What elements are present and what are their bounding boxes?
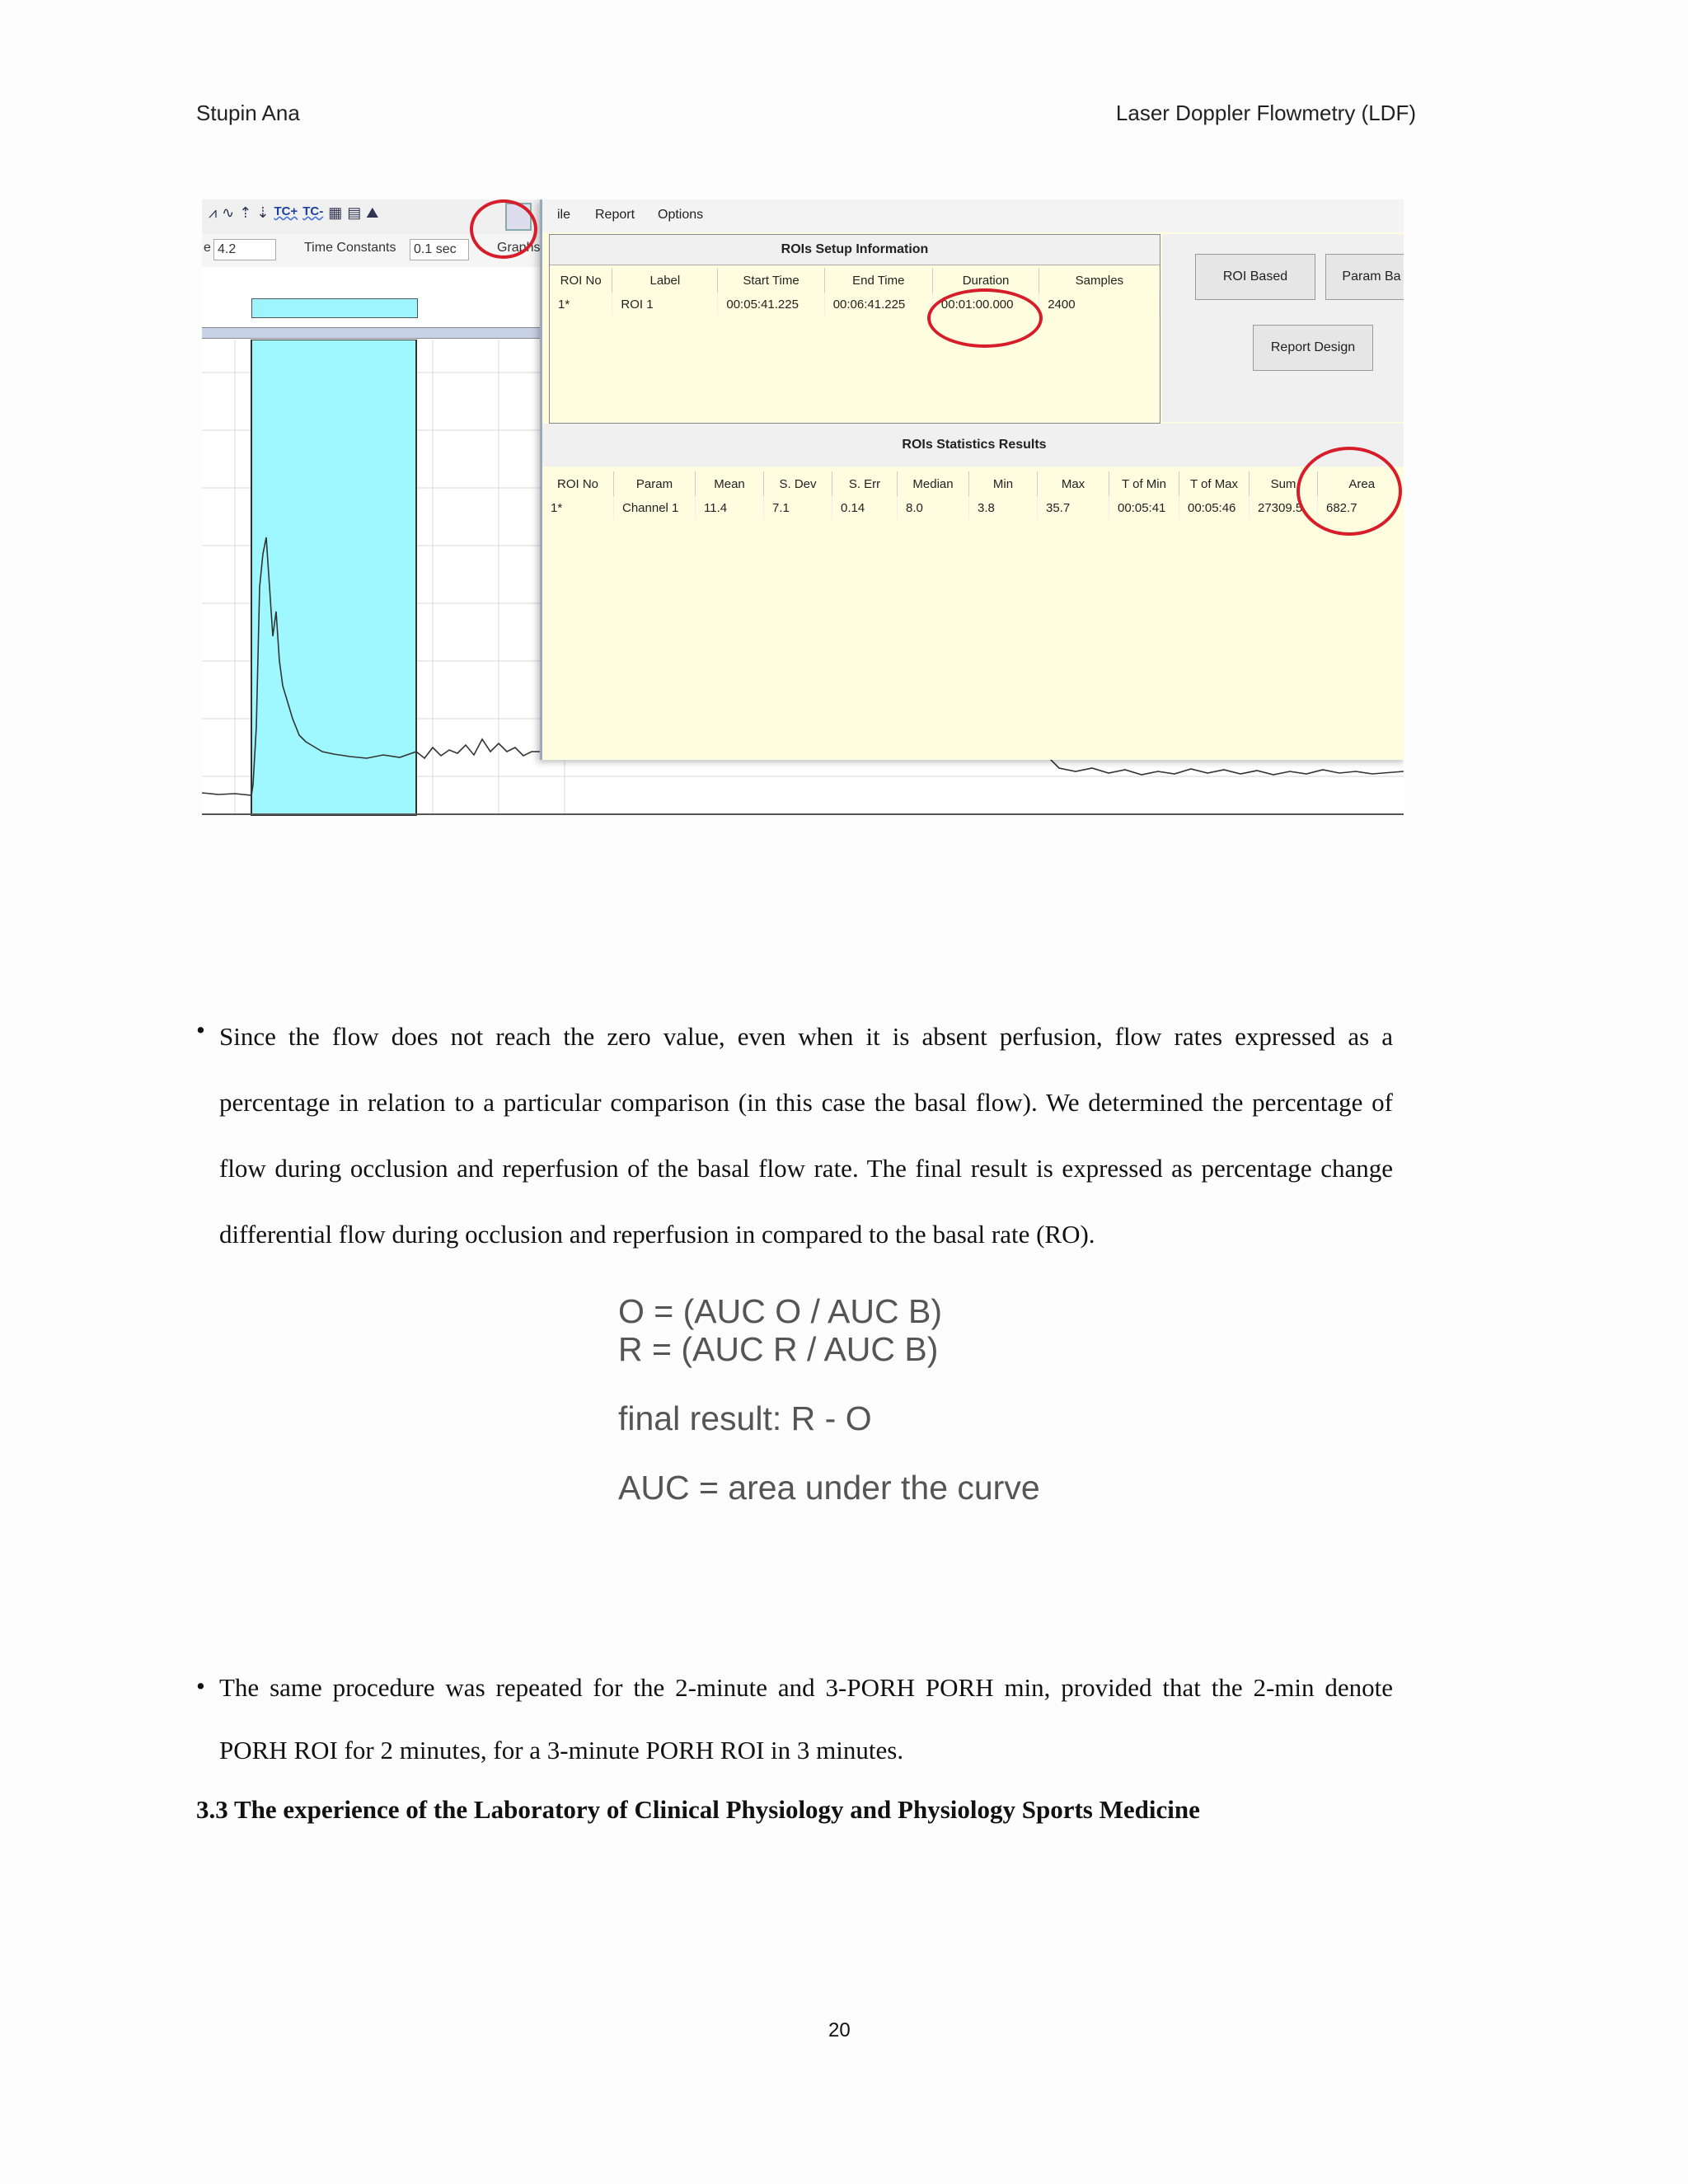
waveform-icon[interactable]: ∿ bbox=[222, 204, 235, 221]
cell: ROI 1 bbox=[612, 293, 718, 316]
col-roi-no: ROI No bbox=[550, 268, 612, 293]
col-param: Param bbox=[614, 471, 696, 496]
bullet-marker: • bbox=[196, 1671, 205, 1700]
cell: 0.14 bbox=[832, 496, 898, 519]
roi-marker[interactable] bbox=[251, 298, 418, 318]
page-number: 20 bbox=[828, 2019, 851, 2041]
col-median: Median bbox=[898, 471, 969, 496]
col-samples: Samples bbox=[1039, 268, 1160, 293]
param-label: e bbox=[204, 241, 211, 255]
col-t-of-min: T of Min bbox=[1109, 471, 1179, 496]
menu-report[interactable]: Report bbox=[595, 208, 635, 222]
menu-bar bbox=[542, 199, 1404, 232]
cell: 2400 bbox=[1039, 293, 1160, 316]
param-based-button[interactable]: Param Ba bbox=[1325, 254, 1404, 300]
roi-statistics-dialog bbox=[540, 199, 1404, 760]
cell: 27309.5 bbox=[1250, 496, 1318, 519]
cell: 35.7 bbox=[1038, 496, 1109, 519]
highlight-circle bbox=[470, 199, 537, 259]
time-constants-label: Time Constants bbox=[304, 241, 396, 255]
rois-setup-table bbox=[550, 268, 1160, 316]
formula-auc-definition: AUC = area under the curve bbox=[618, 1469, 1040, 1507]
bullet-marker: • bbox=[196, 1015, 205, 1044]
time-constants-input[interactable]: 0.1 sec bbox=[410, 239, 469, 260]
paragraph-1: Since the flow does not reach the zero value, even when it is absent perfusion, flow rates expressed as a percentage in relation to a particular comparison (in this case the basal flow). We determined the percentage of flow during occlusion and reperfusion of the basal flow rate. The final result is expressed as percentage change differential flow during occlusion and reperfusion in compared to the basal rate (RO). bbox=[219, 1022, 1393, 1249]
menu-file[interactable]: ile bbox=[557, 208, 571, 222]
cell: 682.7 bbox=[1318, 496, 1404, 519]
mountain-icon[interactable]: ⛰ bbox=[366, 204, 379, 221]
col-sdev: S. Dev bbox=[764, 471, 832, 496]
peak-up-icon[interactable]: ⇡ bbox=[239, 204, 252, 221]
col-sum: Sum bbox=[1250, 471, 1318, 496]
formula-line-r: R = (AUC R / AUC B) bbox=[618, 1330, 939, 1368]
col-roi-no: ROI No bbox=[542, 471, 614, 496]
formula-block bbox=[618, 1292, 1096, 1540]
table-row[interactable] bbox=[550, 293, 1160, 316]
cell: 1* bbox=[542, 496, 614, 519]
report-design-button[interactable]: Report Design bbox=[1253, 325, 1373, 371]
ldf-software-screenshot bbox=[202, 199, 1404, 816]
tc-minus-icon[interactable]: TC- bbox=[302, 204, 324, 218]
cell: 00:06:41.225 bbox=[824, 293, 932, 316]
waveform-icon[interactable]: ⩘ bbox=[209, 204, 218, 221]
header-author: Stupin Ana bbox=[196, 101, 300, 125]
rois-setup-group bbox=[549, 234, 1160, 424]
cell: 00:05:41 bbox=[1109, 496, 1179, 519]
cell: 00:01:00.000 bbox=[932, 293, 1039, 316]
col-end-time: End Time bbox=[824, 268, 932, 293]
formula-final-result: final result: R - O bbox=[618, 1399, 872, 1437]
menu-options[interactable]: Options bbox=[658, 208, 704, 222]
cell: 11.4 bbox=[696, 496, 764, 519]
col-start-time: Start Time bbox=[718, 268, 824, 293]
cell: 7.1 bbox=[764, 496, 832, 519]
fft-icon[interactable]: ▤ bbox=[347, 204, 362, 221]
actions-panel bbox=[1162, 234, 1404, 422]
header-title: Laser Doppler Flowmetry (LDF) bbox=[1115, 101, 1416, 125]
cell: 1* bbox=[550, 293, 612, 316]
cell: 3.8 bbox=[969, 496, 1038, 519]
param-input[interactable]: 4.2 bbox=[213, 239, 276, 260]
rois-statistics-title: ROIs Statistics Results bbox=[542, 424, 1404, 466]
cell: Channel 1 bbox=[614, 496, 696, 519]
col-min: Min bbox=[969, 471, 1038, 496]
paragraph-2: The same procedure was repeated for the 2-minute and 3-PORH PORH min, provided that the 2-min denote PORH ROI for 2 minutes, for a 3-minute PORH ROI in 3 minutes. bbox=[219, 1673, 1393, 1765]
highlight-circle bbox=[1296, 447, 1402, 536]
cell: 8.0 bbox=[898, 496, 969, 519]
rois-setup-title: ROIs Setup Information bbox=[550, 235, 1160, 265]
highlight-circle bbox=[927, 288, 1043, 348]
col-duration: Duration bbox=[932, 268, 1039, 293]
grid-icon[interactable]: ▦ bbox=[328, 204, 343, 221]
col-label: Label bbox=[612, 268, 718, 293]
col-serr: S. Err bbox=[832, 471, 898, 496]
rois-statistics-table bbox=[542, 471, 1404, 519]
col-area: Area bbox=[1318, 471, 1404, 496]
formula-line-o: O = (AUC O / AUC B) bbox=[618, 1292, 942, 1330]
col-mean: Mean bbox=[696, 471, 764, 496]
col-max: Max bbox=[1038, 471, 1109, 496]
col-t-of-max: T of Max bbox=[1179, 471, 1250, 496]
peak-down-icon[interactable]: ⇣ bbox=[256, 204, 270, 221]
roi-based-button[interactable]: ROI Based bbox=[1195, 254, 1315, 300]
tc-plus-icon[interactable]: TC+ bbox=[274, 204, 298, 218]
cell: 00:05:46 bbox=[1179, 496, 1250, 519]
graphs-label: Graphs bbox=[497, 241, 541, 255]
table-row[interactable] bbox=[542, 496, 1404, 519]
roi-region bbox=[251, 340, 416, 816]
section-heading: 3.3 The experience of the Laboratory of Clinical Physiology and Physiology Sports Medicine bbox=[196, 1795, 1200, 1824]
cell: 00:05:41.225 bbox=[718, 293, 824, 316]
